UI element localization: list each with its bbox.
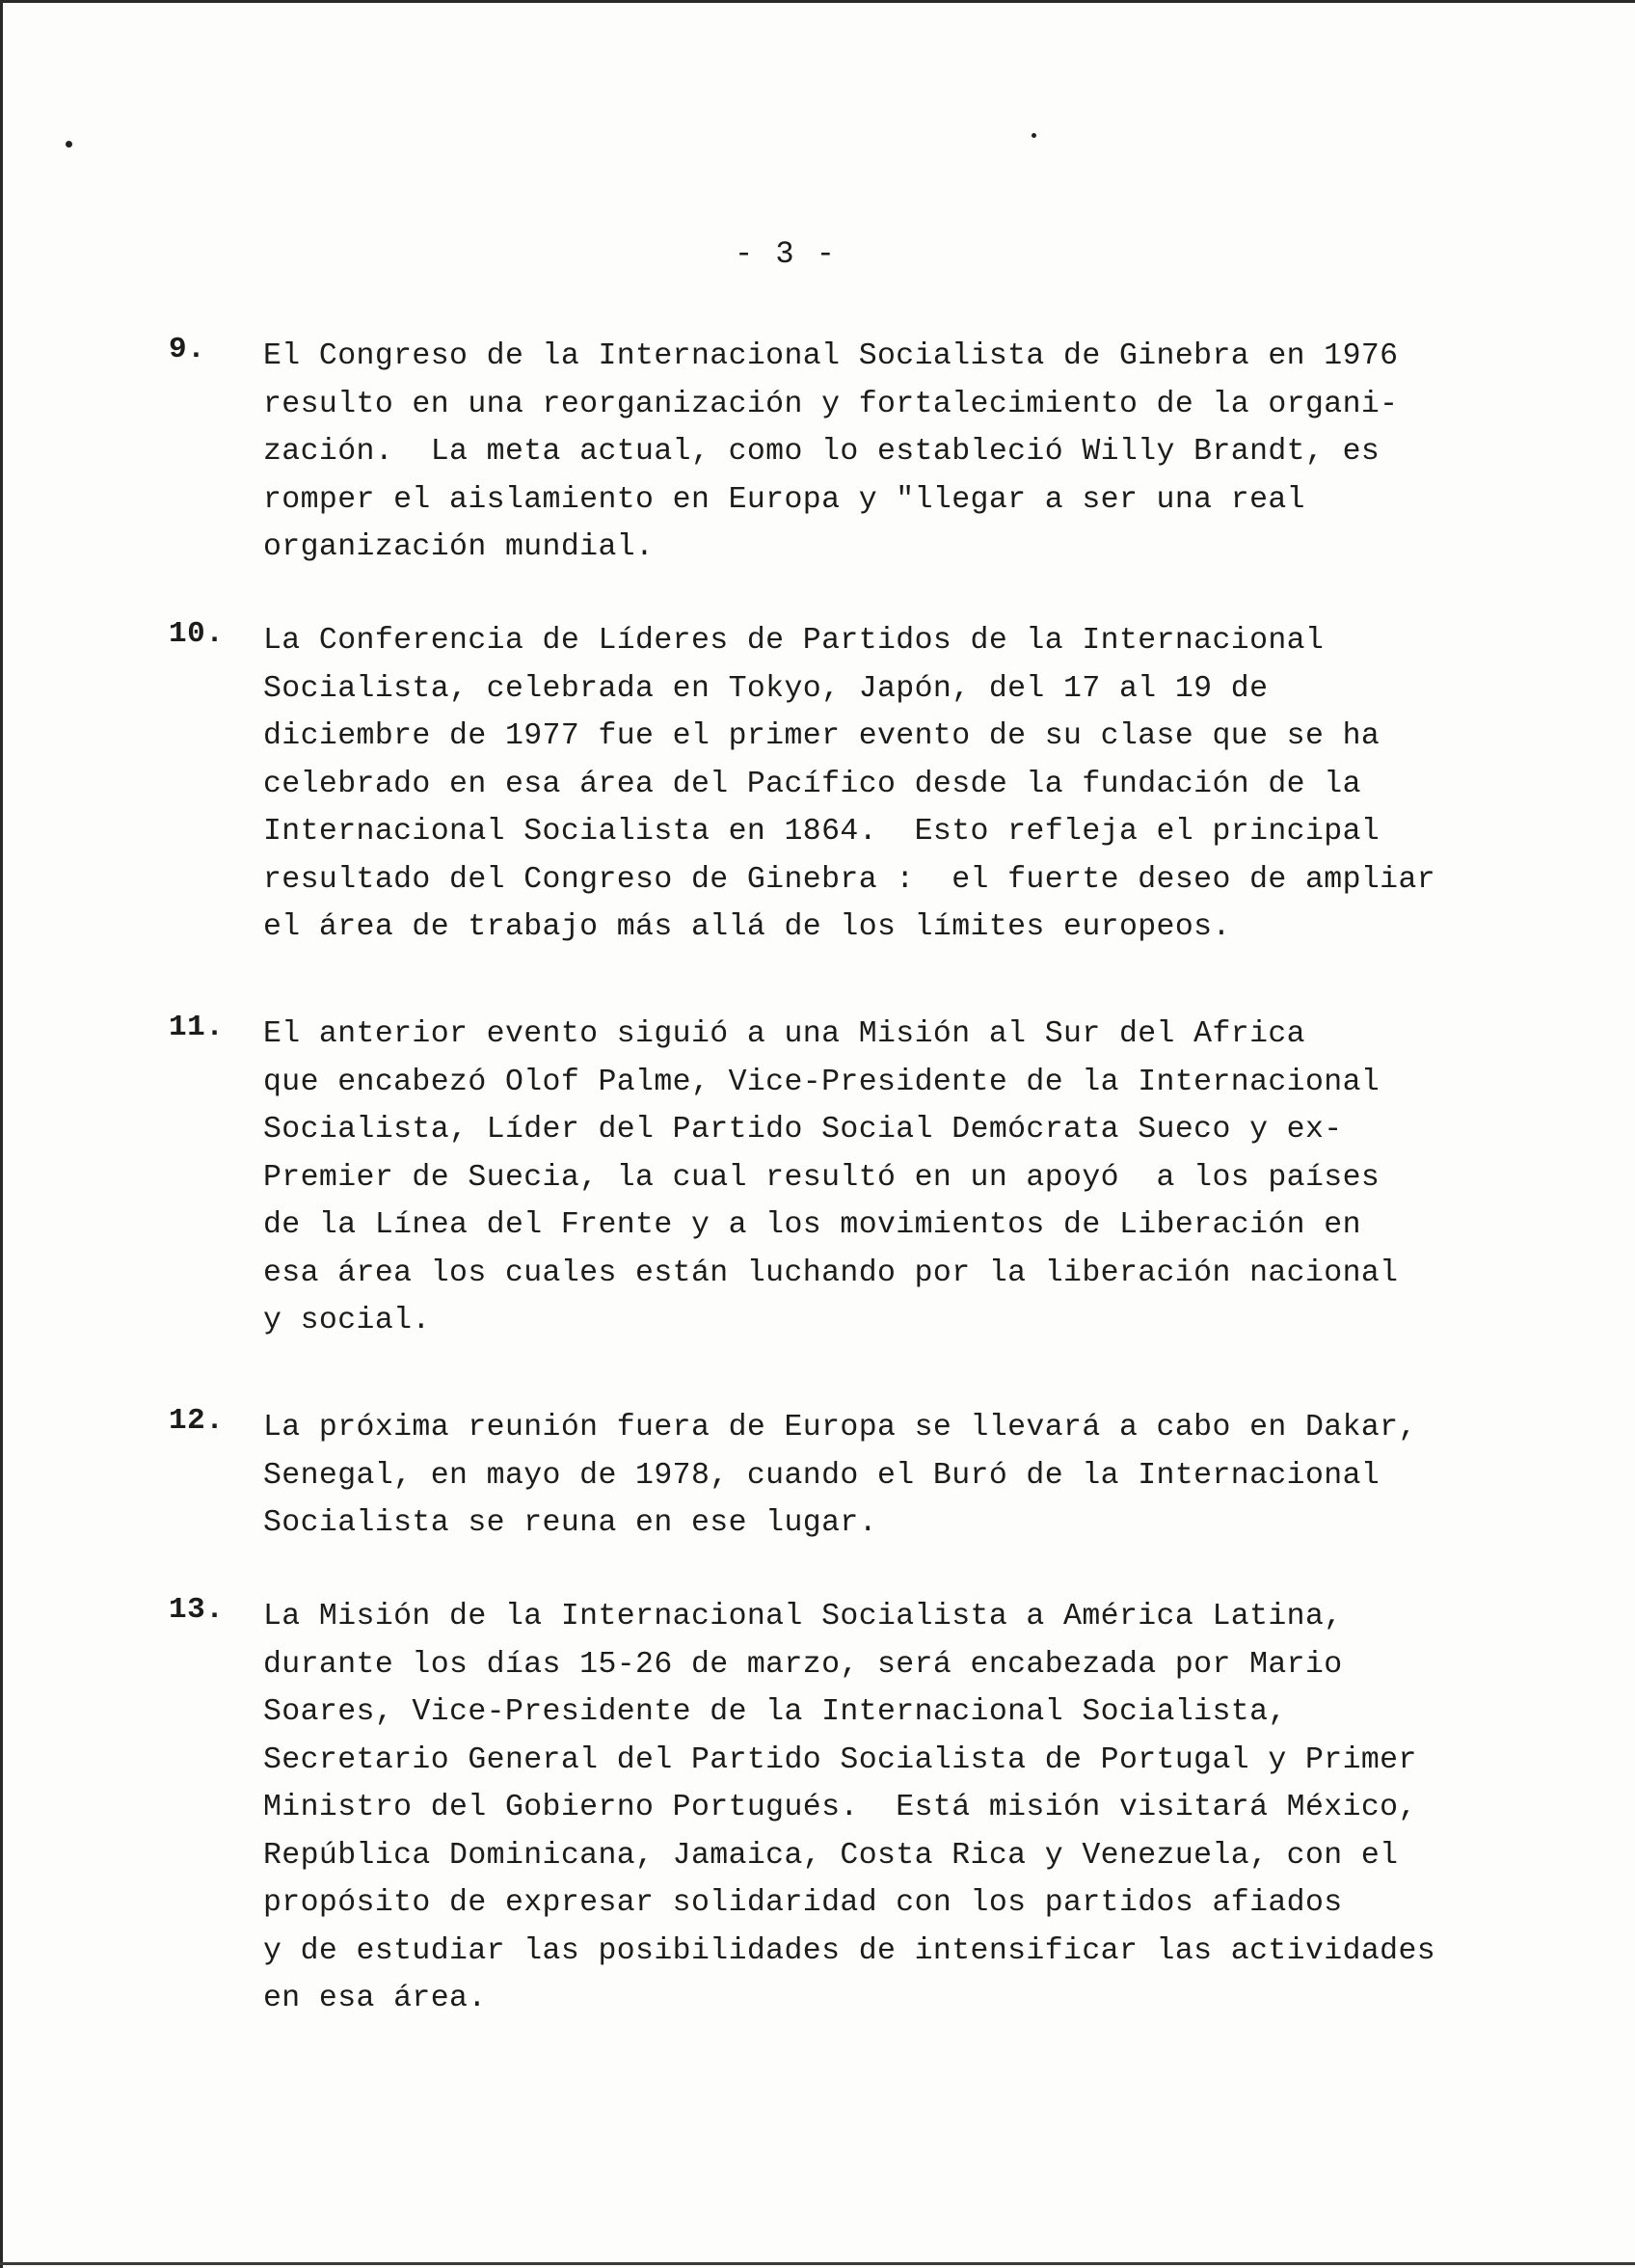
text-line: de la Línea del Frente y a los movimientos de Liberación en bbox=[263, 1208, 1361, 1242]
text-line: Ministro del Gobierno Portugués. Está misión visitará México, bbox=[263, 1791, 1417, 1824]
text-line: organización mundial. bbox=[263, 530, 655, 564]
text-line: El Congreso de la Internacional Socialista de Ginebra en 1976 bbox=[263, 339, 1399, 373]
text-line: resultado del Congreso de Ginebra : el fuerte deseo de ampliar bbox=[263, 862, 1436, 897]
text-line: Premier de Suecia, la cual resultó en un apoyó a los países bbox=[263, 1160, 1380, 1195]
text-line: La Misión de la Internacional Socialista a América Latina, bbox=[263, 1600, 1343, 1634]
text-line: Secretario General del Partido Socialista de Portugal y Primer bbox=[263, 1742, 1417, 1777]
paragraph-body bbox=[263, 1404, 1417, 1548]
paragraph-body bbox=[263, 617, 1435, 952]
scan-speck bbox=[66, 141, 72, 148]
text-line: el área de trabajo más allá de los límites europeos. bbox=[263, 910, 1231, 944]
scan-edge-bottom bbox=[0, 2262, 1635, 2265]
text-line: en esa área. bbox=[263, 1982, 487, 2015]
text-line: diciembre de 1977 fue el primer evento de su clase que se ha bbox=[263, 719, 1380, 753]
text-line: Socialista, Líder del Partido Social Demócrata Sueco y ex- bbox=[263, 1113, 1343, 1147]
text-line: Senegal, en mayo de 1978, cuando el Buró de la Internacional bbox=[263, 1458, 1380, 1493]
text-line: La próxima reunión fuera de Europa se llevará a cabo en Dakar, bbox=[263, 1411, 1417, 1444]
text-line: celebrado en esa área del Pacífico desde la fundación de la bbox=[263, 767, 1361, 801]
text-line: Socialista, celebrada en Tokyo, Japón, del 17 al 19 de bbox=[263, 671, 1269, 706]
paragraph-body bbox=[263, 1011, 1399, 1345]
text-line: durante los días 15-26 de marzo, será encabezada por Mario bbox=[263, 1647, 1343, 1682]
text-line: y de estudiar las posibilidades de intensificar las actividades bbox=[263, 1933, 1436, 1968]
paragraph-body bbox=[263, 1593, 1435, 2023]
scan-edge-left bbox=[0, 0, 3, 2268]
text-line: propósito de expresar solidaridad con los partidos afiados bbox=[263, 1886, 1343, 1920]
text-line: que encabezó Olof Palme, Vice-Presidente de la Internacional bbox=[263, 1065, 1380, 1099]
paragraph-body bbox=[263, 333, 1399, 572]
paragraph-number: 11. bbox=[169, 1011, 225, 1044]
text-line: zación. La meta actual, como lo estableció Willy Brandt, es bbox=[263, 435, 1380, 469]
text-line: La Conferencia de Líderes de Partidos de la Internacional bbox=[263, 624, 1325, 658]
paragraph-number: 9. bbox=[169, 333, 206, 366]
scan-speck bbox=[1032, 133, 1036, 138]
text-line: romper el aislamiento en Europa y "llegar a ser una real bbox=[263, 482, 1305, 517]
text-line: esa área los cuales están luchando por la liberación nacional bbox=[263, 1256, 1399, 1290]
text-line: y social. bbox=[263, 1304, 431, 1337]
paragraph-number: 10. bbox=[169, 617, 225, 651]
text-line: El anterior evento siguió a una Misión al Sur del Africa bbox=[263, 1017, 1305, 1051]
text-line: Internacional Socialista en 1864. Esto refleja el principal bbox=[263, 815, 1380, 849]
paragraph-number: 12. bbox=[169, 1404, 225, 1438]
page-number: - 3 - bbox=[734, 236, 837, 272]
scan-edge-top bbox=[0, 0, 1635, 3]
text-line: Socialista se reuna en ese lugar. bbox=[263, 1506, 878, 1540]
text-line: Soares, Vice-Presidente de la Internacional Socialista, bbox=[263, 1695, 1287, 1729]
text-line: resulto en una reorganización y fortalecimiento de la organi- bbox=[263, 387, 1399, 421]
text-line: República Dominicana, Jamaica, Costa Rica y Venezuela, con el bbox=[263, 1838, 1399, 1873]
paragraph-number: 13. bbox=[169, 1593, 225, 1627]
